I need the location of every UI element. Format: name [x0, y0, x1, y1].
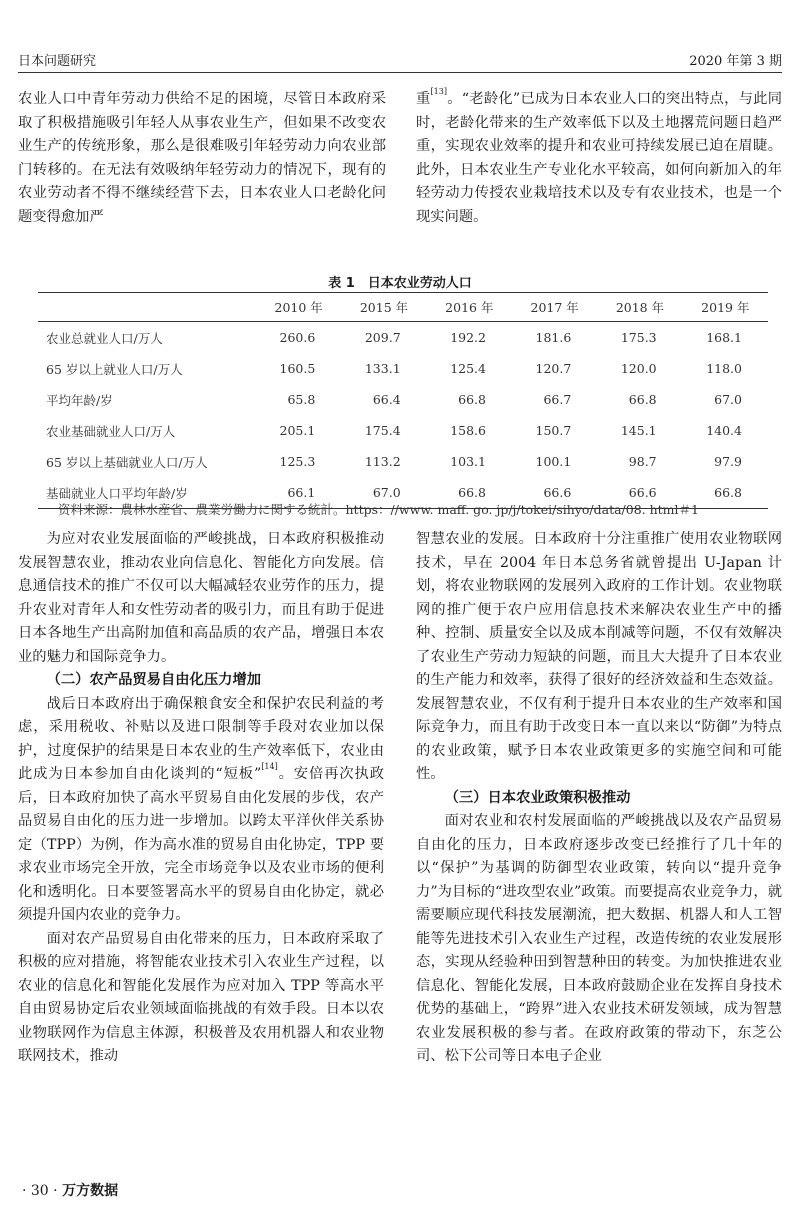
right-column: [416, 528, 782, 1069]
year-col: 2017 年: [512, 293, 597, 322]
table-header-row: [38, 293, 768, 322]
cell: 100.1: [535, 454, 572, 469]
cell: 205.1: [279, 423, 316, 438]
table-source: 资料来源：農林水産省、農業労働力に関する統計。https：//www. maff. go. jp/j/tokei/sihyo/data/08. html＃1: [58, 502, 699, 517]
table-row: [38, 353, 768, 384]
table-row: [38, 384, 768, 415]
cell: 120.7: [535, 361, 572, 376]
cell: 260.6: [279, 330, 316, 345]
paragraph: 战后日本政府出于确保粮食安全和保护农民利益的考虑，采用税收、补贴以及进口限制等手段对农业加以保护，过度保护的结果是日本农业的生产效率低下，农业由此成为日本参加自由化谈判的“短板”[14]。安倍再次执政后，日本政府加快了高水平贸易自由化发展的步伐，农产品贸易自由化的压力进一步增加。以跨太平洋伙伴关系协定（TPP）为例，作为高水准的贸易自由化协定，TPP 要求农业市场完全开放，完全市场竞争以及农业市场的便利化和透明化。日本要签署高水平的贸易自由化协定，就必须提升国内农业的竞争力。: [18, 695, 384, 923]
cell: 113.2: [364, 454, 401, 469]
left-column: [18, 528, 384, 1069]
table-caption: 表 1 日本农业劳动人口: [328, 276, 472, 291]
issue-label: 2020 年第 3 期: [689, 54, 782, 69]
wanfang-watermark: 万方数据: [62, 1183, 119, 1199]
cell: 66.6: [597, 477, 682, 509]
table-row: [38, 415, 768, 446]
labor-table: [38, 292, 768, 509]
cell: 66.4: [372, 392, 401, 407]
cell: 67.0: [714, 392, 742, 407]
year-col: 2019 年: [683, 293, 768, 322]
cell: 192.2: [450, 330, 486, 345]
journal-title: 日本问题研究: [18, 54, 97, 69]
cell: 120.0: [620, 361, 657, 376]
paragraph: 农业人口中青年劳动力供给不足的困境，尽管日本政府采取了积极措施吸引年轻人从事农业生产，但如果不改变农业生产的传统形象，那么是很难吸引年轻劳动力向农业部门转移的。在无法有效吸纳年轻劳动力的情况下，现有的农业劳动者不得不继续经营下去，日本农业人口老龄化问题变得愈加严: [18, 91, 386, 225]
cell: 98.7: [628, 454, 657, 469]
paragraph: 重[13]。“老龄化”已成为日本农业人口的突出特点，与此同时，老龄化带来的生产效率低下以及土地撂荒问题日趋严重，实现农业效率的提升和农业可持续发展已迫在眉睫。此外，日本农业生产专业化水平较高，如何向新加入的年轻劳动力传授农业栽培技术以及专有农业技术，也是一个现实问题。: [416, 87, 782, 225]
table-row: [38, 322, 768, 354]
row-label: 65 岁以上就业人口/万人: [46, 361, 183, 377]
row-label: 农业基础就业人口/万人: [46, 423, 176, 439]
cell: 66.8: [458, 392, 486, 407]
cell: 67.0: [341, 477, 426, 509]
citation-ref: [13]: [430, 87, 447, 96]
cell: 66.8: [683, 477, 768, 509]
row-label: 农业总就业人口/万人: [46, 330, 163, 346]
cell: 168.1: [706, 330, 742, 345]
top-left-column: [18, 88, 386, 229]
cell: 103.1: [450, 454, 486, 469]
section-heading: （二）农产品贸易自由化压力增加: [46, 672, 262, 688]
cell: 66.8: [628, 392, 657, 407]
paragraph: 智慧农业的发展。日本政府十分注重推广使用农业物联网技术，早在 2004 年日本总务省就曾提出 U-Japan 计划，将农业物联网的发展列入政府的工作计划。农业物联网的推广便于农户应用信息技术来解决农业生产中的播种、控制、质量安全以及成本削减等问题，不仅有效解决了农业生产劳动力短缺的问题，而且大大提升了日本农业的生产能力和效率，获得了很好的经济效益和生态效益。发展智慧农业，不仅有利于提升日本农业的生产效率和国际竞争力，而且有助于改变日本一直以来以“防御”为特点的农业政策，赋予日本农业政策更多的实施空间和可能性。: [416, 531, 782, 782]
page-footer: [22, 1180, 118, 1200]
cell: 97.9: [714, 454, 742, 469]
row-label: 65 岁以上基础就业人口/万人: [46, 454, 208, 470]
cell: 133.1: [364, 361, 401, 376]
citation-ref: [14]: [261, 762, 278, 771]
year-col: 2015 年: [341, 293, 426, 322]
cell: 66.8: [427, 477, 512, 509]
cell: 140.4: [706, 423, 742, 438]
cell: 118.0: [706, 361, 742, 376]
cell: 181.6: [535, 330, 572, 345]
cell: 145.1: [620, 423, 657, 438]
paragraph: 面对农业和农村发展面临的严峻挑战以及农产品贸易自由化的压力，日本政府逐步改变已经推行了几十年的以“保护”为基调的防御型农业政策，转向以“提升竞争力”为目标的“进攻型农业”政策。而要提高农业竞争力，就需要顺应现代科技发展潮流，把大数据、机器人和人工智能等先进技术引入农业生产过程，改造传统的农业发展形态，实现从经验种田到智慧种田的转变。为加快推进农业信息化、智能化发展，日本政府鼓励企业在发挥自身技术优势的基础上，“跨界”进入农业技术研发领域，成为智慧农业发展积极的参与者。在政府政策的带动下，东芝公司、松下公司等日本电子企业: [416, 813, 782, 1064]
cell: 66.7: [543, 392, 572, 407]
cell: 175.3: [620, 330, 657, 345]
cell: 125.4: [450, 361, 486, 376]
section-heading: （三）日本农业政策积极推动: [444, 789, 631, 806]
paragraph: 面对农产品贸易自由化带来的压力，日本政府采取了积极的应对措施，将智能农业技术引入农业生产过程，以农业的信息化和智能化发展作为应对加入 TPP 等高水平自由贸易协定后农业领域面临挑战的有效手段。日本以农业物联网作为信息主体源，积极普及农用机器人和农业物联网技术，推动: [18, 930, 384, 1064]
running-header: [18, 50, 782, 72]
cell: 150.7: [535, 423, 572, 438]
paragraph: 为应对农业发展面临的严峻挑战，日本政府积极推动发展智慧农业，推动农业向信息化、智能化方向发展。信息通信技术的推广不仅可以大幅减轻农业劳作的压力，提升农业对青年人和女性劳动者的吸引力，而且有助于促进日本各地生产出高附加值和高品质的农产品，增强日本农业的魅力和国际竞争力。: [18, 531, 384, 665]
table-row: [38, 446, 768, 477]
cell: 175.4: [364, 423, 401, 438]
cell: 160.5: [279, 361, 316, 376]
year-col: 2010 年: [256, 293, 341, 322]
cell: 66.6: [512, 477, 597, 509]
cell: 158.6: [450, 423, 486, 438]
cell: 65.8: [287, 392, 316, 407]
year-col: 2018 年: [597, 293, 682, 322]
row-label: 平均年龄/岁: [46, 392, 113, 408]
cell: 209.7: [364, 330, 401, 345]
top-right-column: [416, 88, 782, 229]
row-label: 基础就业人口平均年龄/岁: [38, 477, 256, 509]
cell: 125.3: [279, 454, 316, 469]
header-rule: [18, 72, 782, 73]
cell: 66.1: [256, 477, 341, 509]
page-number: · 30 ·: [22, 1183, 58, 1199]
year-col: 2016 年: [427, 293, 512, 322]
